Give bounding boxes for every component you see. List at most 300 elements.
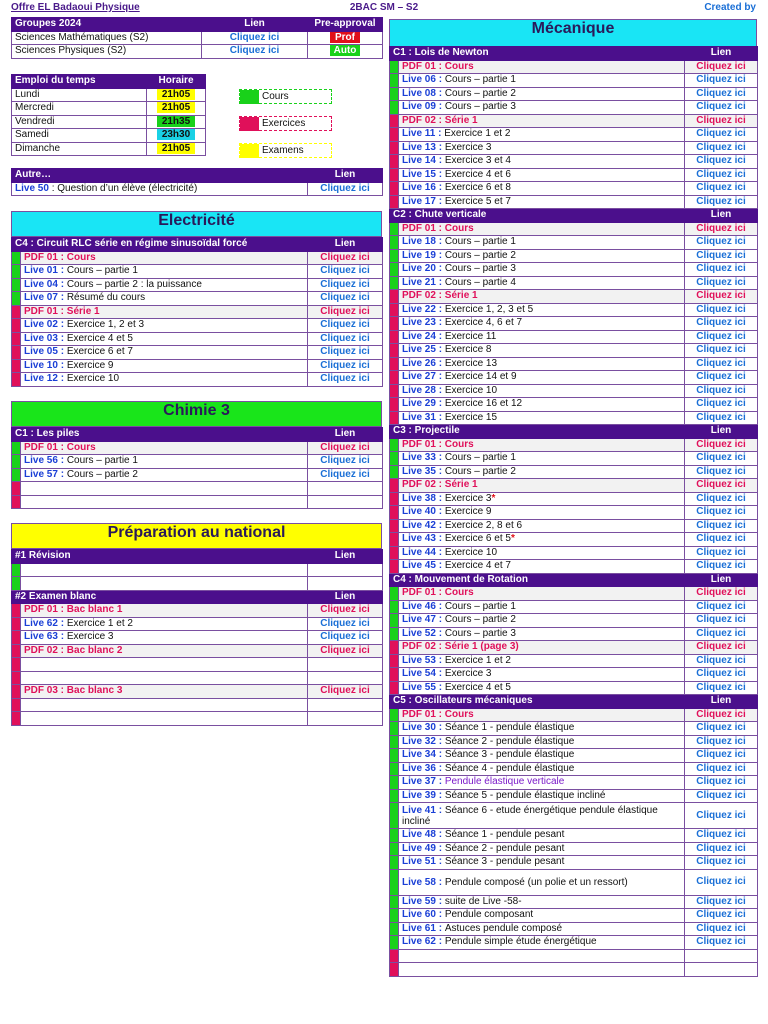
item-text: Pendule composant bbox=[444, 909, 534, 921]
item-label: PDF 03 bbox=[24, 685, 58, 697]
item-link[interactable]: Cliquez ici bbox=[685, 895, 758, 909]
item-label: Live 21 bbox=[402, 276, 436, 288]
item-link[interactable]: Cliquez ici bbox=[685, 384, 758, 398]
list-item: Live 58 : Pendule composé (un polie et un ressort) bbox=[399, 869, 685, 895]
category-bar bbox=[12, 563, 21, 577]
item-link[interactable]: Cliquez ici bbox=[685, 276, 758, 290]
link-header: Lien bbox=[685, 209, 758, 223]
list-item: Live 13 : Exercice 3 bbox=[399, 141, 685, 155]
item-text: Série 1 bbox=[444, 479, 478, 491]
category-bar bbox=[12, 577, 21, 591]
category-bar bbox=[390, 357, 399, 371]
item-label: PDF 01 bbox=[402, 438, 436, 450]
category-bar bbox=[390, 546, 399, 560]
category-bar bbox=[390, 74, 399, 88]
item-link[interactable]: Cliquez ici bbox=[308, 604, 383, 618]
item-link[interactable]: Cliquez ici bbox=[685, 533, 758, 547]
list-item: PDF 01 : Cours bbox=[399, 222, 685, 236]
empty-cell bbox=[308, 482, 383, 496]
item-label: Live 35 bbox=[402, 465, 436, 477]
item-text: Cours – partie 1 bbox=[444, 600, 516, 612]
item-link[interactable]: Cliquez ici bbox=[685, 506, 758, 520]
empty-cell bbox=[21, 698, 308, 712]
item-link[interactable]: Cliquez ici bbox=[685, 803, 758, 829]
item-link[interactable]: Cliquez ici bbox=[685, 654, 758, 668]
item-link[interactable]: Cliquez ici bbox=[685, 587, 758, 601]
schedule-day: Lundi bbox=[12, 88, 147, 102]
item-text: Cours bbox=[444, 438, 474, 450]
item-link[interactable]: Cliquez ici bbox=[308, 332, 383, 346]
list-item: Live 48 : Séance 1 - pendule pesant bbox=[399, 829, 685, 843]
category-bar bbox=[390, 560, 399, 574]
item-link[interactable]: Cliquez ici bbox=[685, 722, 758, 736]
item-text: Séance 6 - etude énergétique pendule élastique incliné bbox=[402, 804, 658, 827]
list-item: Live 34 : Séance 3 - pendule élastique bbox=[399, 749, 685, 763]
item-text: Cours – partie 4 bbox=[444, 276, 516, 288]
item-link[interactable]: Cliquez ici bbox=[308, 319, 383, 333]
item-text: Exercice 10 bbox=[66, 373, 120, 385]
chapter-header: C5 : Oscillateurs mécaniques bbox=[390, 695, 685, 709]
item-link[interactable]: Cliquez ici bbox=[685, 735, 758, 749]
category-bar bbox=[12, 712, 21, 726]
preapproval-header: Pre-approval bbox=[308, 18, 383, 32]
schedule-time: 21h05 bbox=[157, 89, 195, 100]
group-name: Sciences Mathématiques (S2) bbox=[12, 31, 202, 45]
legend-exercices bbox=[239, 116, 332, 131]
item-text: Cours bbox=[66, 251, 96, 263]
item-link[interactable]: Cliquez ici bbox=[308, 468, 383, 482]
item-link[interactable]: Cliquez ici bbox=[685, 749, 758, 763]
category-bar bbox=[390, 936, 399, 950]
item-label: Live 19 bbox=[402, 249, 436, 261]
category-bar bbox=[12, 251, 21, 265]
category-bar bbox=[390, 168, 399, 182]
item-label: Live 55 bbox=[402, 681, 436, 693]
category-bar bbox=[390, 290, 399, 304]
item-label: Live 48 bbox=[402, 829, 436, 841]
legend-label: Cours bbox=[262, 91, 289, 102]
category-bar bbox=[390, 856, 399, 870]
item-label: Live 40 bbox=[402, 506, 436, 518]
item-label: Live 32 bbox=[402, 735, 436, 747]
item-link[interactable]: Cliquez ici bbox=[685, 762, 758, 776]
item-link[interactable]: Cliquez ici bbox=[685, 60, 758, 74]
category-bar bbox=[12, 658, 21, 672]
item-link[interactable]: Cliquez ici bbox=[685, 708, 758, 722]
list-item: Live 12 : Exercice 10 bbox=[21, 373, 308, 387]
item-label: Live 36 bbox=[402, 762, 436, 774]
legend-swatch bbox=[240, 90, 259, 104]
item-label: Live 58 bbox=[402, 876, 436, 888]
category-bar bbox=[390, 949, 399, 963]
item-text: Bac blanc 3 bbox=[66, 685, 123, 697]
item-link[interactable]: Cliquez ici bbox=[685, 371, 758, 385]
item-label: Live 45 bbox=[402, 560, 436, 572]
item-link[interactable]: Cliquez ici bbox=[685, 614, 758, 628]
star-mark: * bbox=[491, 492, 496, 504]
item-label: Live 18 bbox=[402, 236, 436, 248]
schedule-time: 21h35 bbox=[157, 116, 195, 127]
chapter-header: #2 Examen blanc bbox=[12, 590, 308, 604]
category-bar bbox=[12, 685, 21, 699]
item-link[interactable]: Cliquez ici bbox=[685, 438, 758, 452]
list-item: Live 51 : Séance 3 - pendule pesant bbox=[399, 856, 685, 870]
item-label: PDF 01 bbox=[402, 60, 436, 72]
category-bar bbox=[390, 222, 399, 236]
item-link[interactable]: Cliquez ici bbox=[308, 278, 383, 292]
empty-cell bbox=[308, 712, 383, 726]
item-link[interactable]: Cliquez ici bbox=[685, 263, 758, 277]
item-text: Cours – partie 2 : la puissance bbox=[66, 278, 202, 290]
item-label: Live 34 bbox=[402, 749, 436, 761]
list-item: Live 36 : Séance 4 - pendule élastique bbox=[399, 762, 685, 776]
item-label: Live 29 bbox=[402, 398, 436, 410]
list-item: Live 07 : Résumé du cours bbox=[21, 292, 308, 306]
item-text: Cours bbox=[66, 441, 96, 453]
empty-cell bbox=[21, 482, 308, 496]
item-link[interactable]: Cliquez ici bbox=[685, 236, 758, 250]
item-text: Cours bbox=[444, 222, 474, 234]
item-label: Live 63 bbox=[24, 631, 58, 643]
category-bar bbox=[12, 671, 21, 685]
category-bar bbox=[12, 698, 21, 712]
list-item: Live 19 : Cours – partie 2 bbox=[399, 249, 685, 263]
item-link[interactable]: Cliquez ici bbox=[685, 155, 758, 169]
category-bar bbox=[390, 708, 399, 722]
schedule-day: Mercredi bbox=[12, 102, 147, 116]
item-text: Séance 2 - pendule pesant bbox=[444, 842, 565, 854]
item-text: Exercice 16 et 12 bbox=[444, 398, 523, 410]
item-link[interactable]: Cliquez ici bbox=[308, 441, 383, 455]
item-text: Pendule simple étude énergétique bbox=[444, 936, 597, 948]
item-label: Live 47 bbox=[402, 614, 436, 626]
item-link[interactable]: Cliquez ici bbox=[685, 641, 758, 655]
item-label: Live 44 bbox=[402, 546, 436, 558]
category-bar bbox=[12, 617, 21, 631]
item-label: Live 27 bbox=[402, 371, 436, 383]
category-bar bbox=[390, 303, 399, 317]
list-item: Live 46 : Cours – partie 1 bbox=[399, 600, 685, 614]
item-link[interactable]: Cliquez ici bbox=[685, 114, 758, 128]
item-text: Exercice 4 et 7 bbox=[444, 560, 511, 572]
item-label: Live 08 bbox=[402, 87, 436, 99]
item-label: Live 33 bbox=[402, 452, 436, 464]
item-link[interactable]: Cliquez ici bbox=[308, 359, 383, 373]
category-bar bbox=[390, 195, 399, 209]
item-link[interactable]: Cliquez ici bbox=[685, 303, 758, 317]
item-link[interactable]: Cliquez ici bbox=[685, 128, 758, 142]
item-link[interactable]: Cliquez ici bbox=[685, 249, 758, 263]
preapproval-badge: Auto bbox=[330, 45, 360, 56]
category-bar bbox=[390, 398, 399, 412]
category-bar bbox=[390, 829, 399, 843]
list-item: Live 21 : Cours – partie 4 bbox=[399, 276, 685, 290]
item-text: Cours – partie 1 bbox=[444, 74, 516, 86]
list-item: Live 10 : Exercice 9 bbox=[21, 359, 308, 373]
item-link[interactable]: Cliquez ici bbox=[685, 922, 758, 936]
item-link[interactable]: Cliquez ici bbox=[685, 789, 758, 803]
link-header: Lien bbox=[685, 47, 758, 61]
category-bar bbox=[12, 441, 21, 455]
item-text: Exercice 3 bbox=[444, 141, 492, 153]
item-link[interactable]: Cliquez ici bbox=[685, 465, 758, 479]
item-label: Live 11 bbox=[402, 128, 436, 140]
item-label: Live 20 bbox=[402, 263, 436, 275]
item-link[interactable]: Cliquez ici bbox=[308, 685, 383, 699]
group-link[interactable]: Cliquez ici bbox=[202, 31, 308, 45]
item-link[interactable]: Cliquez ici bbox=[308, 305, 383, 319]
link-header: Lien bbox=[685, 573, 758, 587]
item-link[interactable]: Cliquez ici bbox=[685, 87, 758, 101]
item-link[interactable]: Cliquez ici bbox=[685, 776, 758, 790]
category-bar bbox=[390, 614, 399, 628]
item-link[interactable]: Cliquez ici bbox=[308, 455, 383, 469]
item-label: PDF 01 bbox=[402, 708, 436, 720]
mecanique-title: Mécanique bbox=[389, 19, 757, 47]
item-link[interactable]: Cliquez ici bbox=[685, 519, 758, 533]
item-link[interactable]: Cliquez ici bbox=[685, 344, 758, 358]
category-bar bbox=[390, 384, 399, 398]
item-label: Live 37 bbox=[402, 776, 436, 788]
item-text: Série 1 (page 3) bbox=[444, 641, 519, 653]
list-item: Live 20 : Cours – partie 3 bbox=[399, 263, 685, 277]
item-label: Live 43 bbox=[402, 533, 436, 545]
link-header: Lien bbox=[308, 169, 383, 183]
empty-cell bbox=[308, 495, 383, 509]
item-text: Exercice 9 bbox=[444, 506, 492, 518]
item-link[interactable]: Cliquez ici bbox=[685, 290, 758, 304]
class-title: 2BAC SM – S2 bbox=[349, 2, 419, 13]
groups-header: Groupes 2024 bbox=[12, 18, 202, 32]
autre-table bbox=[11, 168, 383, 196]
item-link[interactable]: Cliquez ici bbox=[685, 842, 758, 856]
item-label: Live 61 bbox=[402, 922, 436, 934]
item-label: Live 57 bbox=[24, 468, 58, 480]
brand-title[interactable]: Offre EL Badaoui Physique bbox=[11, 2, 140, 13]
item-text: Exercice 9 bbox=[66, 359, 114, 371]
category-bar bbox=[390, 762, 399, 776]
category-bar bbox=[390, 60, 399, 74]
item-link[interactable]: Cliquez ici bbox=[308, 631, 383, 645]
item-link[interactable]: Cliquez ici bbox=[685, 452, 758, 466]
item-text: Bac blanc 2 bbox=[66, 644, 123, 656]
list-item: Live 55 : Exercice 4 et 5 bbox=[399, 681, 685, 695]
item-link[interactable]: Cliquez ici bbox=[308, 373, 383, 387]
schedule-time: 23h30 bbox=[157, 129, 195, 140]
category-bar bbox=[390, 668, 399, 682]
item-label: Live 15 bbox=[402, 168, 436, 180]
category-bar bbox=[12, 319, 21, 333]
item-link[interactable]: Cliquez ici bbox=[685, 546, 758, 560]
item-text: Séance 1 - pendule élastique bbox=[444, 722, 575, 734]
item-text: Exercice 4 et 5 bbox=[66, 332, 133, 344]
item-text: : Question d’un élève (électricité) bbox=[48, 182, 198, 194]
item-text: suite de Live -58- bbox=[444, 895, 522, 907]
schedule-day: Vendredi bbox=[12, 115, 147, 129]
item-text: Cours – partie 1 bbox=[444, 452, 516, 464]
item-link[interactable]: Cliquez ici bbox=[685, 182, 758, 196]
item-link[interactable]: Cliquez ici bbox=[308, 346, 383, 360]
category-bar bbox=[390, 317, 399, 331]
item-text: Cours – partie 1 bbox=[66, 455, 138, 467]
list-item: Live 38 : Exercice 3* bbox=[399, 492, 685, 506]
item-text: Exercice 3 et 4 bbox=[444, 155, 511, 167]
item-link[interactable]: Cliquez ici bbox=[685, 600, 758, 614]
list-item: Live 16 : Exercice 6 et 8 bbox=[399, 182, 685, 196]
created-by[interactable]: Created by bbox=[704, 2, 756, 13]
group-link[interactable]: Cliquez ici bbox=[202, 45, 308, 59]
item-label: Live 39 bbox=[402, 789, 436, 801]
time-header: Horaire bbox=[147, 75, 206, 89]
list-item: PDF 01 : Cours bbox=[21, 441, 308, 455]
list-item: Live 01 : Cours – partie 1 bbox=[21, 265, 308, 279]
item-link[interactable]: Cliquez ici bbox=[685, 856, 758, 870]
list-item: Live 52 : Cours – partie 3 bbox=[399, 627, 685, 641]
category-bar bbox=[12, 373, 21, 387]
item-link[interactable]: Cliquez ici bbox=[685, 492, 758, 506]
category-bar bbox=[390, 909, 399, 923]
item-link[interactable]: Cliquez ici bbox=[685, 195, 758, 209]
category-bar bbox=[390, 101, 399, 115]
item-link[interactable]: Cliquez ici bbox=[685, 681, 758, 695]
item-label: Live 22 bbox=[402, 303, 436, 315]
item-link[interactable]: Cliquez ici bbox=[685, 398, 758, 412]
category-bar bbox=[390, 114, 399, 128]
list-item: PDF 01 : Cours bbox=[399, 708, 685, 722]
item-text: Séance 1 - pendule pesant bbox=[444, 829, 565, 841]
category-bar bbox=[12, 359, 21, 373]
list-item: Live 08 : Cours – partie 2 bbox=[399, 87, 685, 101]
item-link[interactable]: Cliquez ici bbox=[685, 357, 758, 371]
chapter-header: C1 : Lois de Newton bbox=[390, 47, 685, 61]
item-link[interactable]: Cliquez ici bbox=[685, 330, 758, 344]
item-text: Astuces pendule composé bbox=[444, 922, 563, 934]
list-item: Live 31 : Exercice 15 bbox=[399, 411, 685, 425]
item-label: Live 56 bbox=[24, 455, 58, 467]
list-item: Live 60 : Pendule composant bbox=[399, 909, 685, 923]
item-link[interactable]: Cliquez ici bbox=[308, 182, 383, 196]
category-bar bbox=[390, 963, 399, 977]
item-label: Live 09 bbox=[402, 101, 436, 113]
list-item: Live 41 : Séance 6 - etude énergétique pendule élastique incliné bbox=[399, 803, 685, 829]
top-header bbox=[0, 0, 768, 15]
category-bar bbox=[390, 627, 399, 641]
autre-item bbox=[12, 182, 308, 196]
empty-cell bbox=[21, 563, 308, 577]
legend-cours bbox=[239, 89, 332, 104]
schedule-day: Dimanche bbox=[12, 142, 147, 156]
item-link[interactable]: Cliquez ici bbox=[308, 644, 383, 658]
item-text: Cours bbox=[444, 60, 474, 72]
category-bar bbox=[390, 128, 399, 142]
item-link[interactable]: Cliquez ici bbox=[685, 668, 758, 682]
list-item: PDF 02 : Série 1 (page 3) bbox=[399, 641, 685, 655]
item-link[interactable]: Cliquez ici bbox=[685, 627, 758, 641]
item-link[interactable]: Cliquez ici bbox=[685, 936, 758, 950]
list-item: Live 53 : Exercice 1 et 2 bbox=[399, 654, 685, 668]
item-label: PDF 01 bbox=[24, 604, 58, 616]
item-link[interactable]: Cliquez ici bbox=[685, 168, 758, 182]
item-link[interactable]: Cliquez ici bbox=[685, 74, 758, 88]
item-link[interactable]: Cliquez ici bbox=[685, 560, 758, 574]
item-link[interactable]: Cliquez ici bbox=[308, 251, 383, 265]
category-bar bbox=[12, 482, 21, 496]
list-item: Live 28 : Exercice 10 bbox=[399, 384, 685, 398]
category-bar bbox=[12, 604, 21, 618]
group-name: Sciences Physiques (S2) bbox=[12, 45, 202, 59]
item-link[interactable]: Cliquez ici bbox=[308, 617, 383, 631]
category-bar bbox=[390, 735, 399, 749]
item-link[interactable]: Cliquez ici bbox=[685, 411, 758, 425]
item-text: Exercice 6 et 8 bbox=[444, 182, 511, 194]
list-item: Live 02 : Exercice 1, 2 et 3 bbox=[21, 319, 308, 333]
item-label: Live 23 bbox=[402, 317, 436, 329]
item-text: Exercice 6 et 5 bbox=[444, 533, 511, 545]
item-text: Séance 5 - pendule élastique incliné bbox=[444, 789, 606, 801]
item-link[interactable]: Cliquez ici bbox=[685, 101, 758, 115]
list-item: Live 09 : Cours – partie 3 bbox=[399, 101, 685, 115]
item-text: Cours – partie 2 bbox=[444, 87, 516, 99]
item-text: Exercice 13 bbox=[444, 357, 498, 369]
item-link[interactable]: Cliquez ici bbox=[685, 317, 758, 331]
item-label: Live 38 bbox=[402, 492, 436, 504]
category-bar bbox=[390, 236, 399, 250]
category-bar bbox=[390, 519, 399, 533]
category-bar bbox=[390, 654, 399, 668]
item-text: Cours bbox=[444, 708, 474, 720]
item-label: PDF 02 bbox=[402, 641, 436, 653]
item-link[interactable]: Cliquez ici bbox=[685, 909, 758, 923]
item-link[interactable]: Cliquez ici bbox=[685, 479, 758, 493]
item-label: Live 42 bbox=[402, 519, 436, 531]
category-bar bbox=[390, 600, 399, 614]
item-text: Cours – partie 3 bbox=[444, 101, 516, 113]
item-label: Live 06 bbox=[402, 74, 436, 86]
chimie-title: Chimie 3 bbox=[11, 401, 382, 427]
preapproval-badge: Prof bbox=[330, 32, 360, 43]
item-link[interactable]: Cliquez ici bbox=[685, 829, 758, 843]
item-text: Pendule élastique verticale bbox=[444, 776, 565, 788]
item-link[interactable]: Cliquez ici bbox=[685, 222, 758, 236]
item-text: Séance 3 - pendule élastique bbox=[444, 749, 575, 761]
item-label: PDF 02 bbox=[24, 644, 58, 656]
item-text: Séance 2 - pendule élastique bbox=[444, 735, 575, 747]
item-text: Séance 4 - pendule élastique bbox=[444, 762, 575, 774]
item-label: Live 07 bbox=[24, 292, 58, 304]
legend-swatch bbox=[240, 117, 259, 131]
item-label: Live 46 bbox=[402, 600, 436, 612]
item-link[interactable]: Cliquez ici bbox=[308, 292, 383, 306]
item-link[interactable]: Cliquez ici bbox=[308, 265, 383, 279]
list-item: Live 35 : Cours – partie 2 bbox=[399, 465, 685, 479]
item-label: Live 26 bbox=[402, 357, 436, 369]
item-text: Séance 3 - pendule pesant bbox=[444, 856, 565, 868]
category-bar bbox=[390, 141, 399, 155]
category-bar bbox=[12, 346, 21, 360]
item-text: Cours – partie 2 bbox=[444, 465, 516, 477]
item-text: Exercice 4 et 6 bbox=[444, 168, 511, 180]
link-header: Lien bbox=[308, 428, 383, 442]
item-link[interactable]: Cliquez ici bbox=[685, 869, 758, 895]
item-label: Live 04 bbox=[24, 278, 58, 290]
list-item: Live 61 : Astuces pendule composé bbox=[399, 922, 685, 936]
item-text: Cours – partie 1 bbox=[66, 265, 138, 277]
item-link[interactable]: Cliquez ici bbox=[685, 141, 758, 155]
category-bar bbox=[12, 305, 21, 319]
chimie-table bbox=[11, 427, 383, 509]
item-label: Live 31 bbox=[402, 411, 436, 423]
category-bar bbox=[390, 371, 399, 385]
